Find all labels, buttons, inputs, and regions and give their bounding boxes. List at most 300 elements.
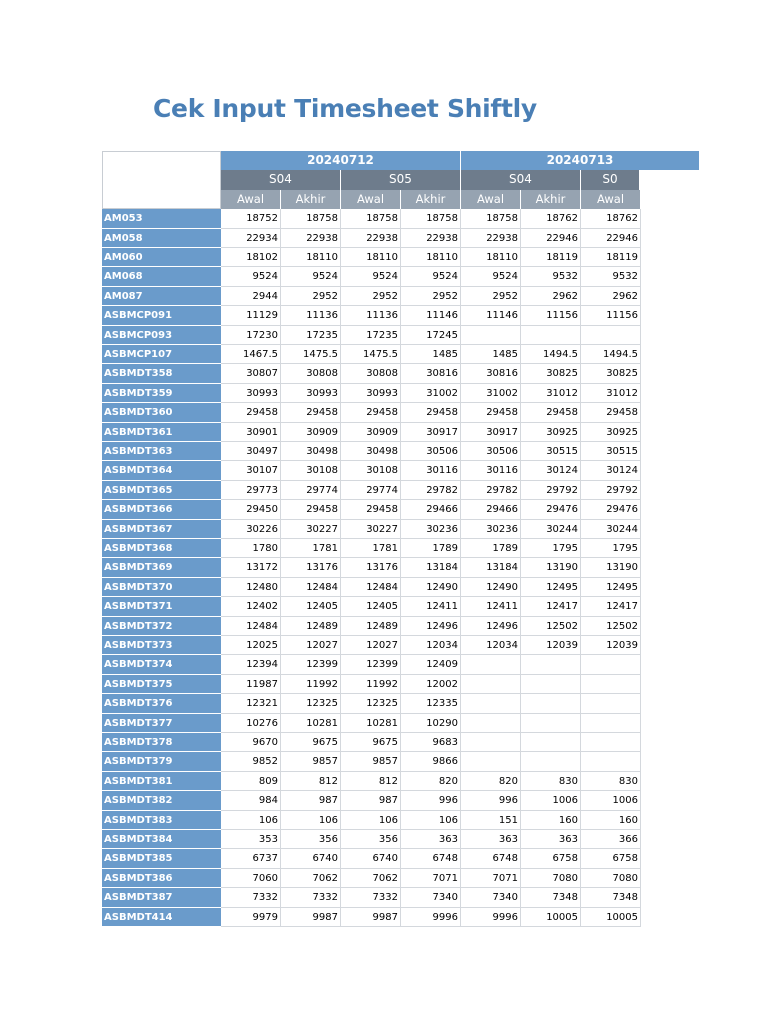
value-cell: 30901 bbox=[221, 423, 281, 442]
row-label: ASBMDT365 bbox=[102, 481, 221, 500]
row-label: ASBMDT370 bbox=[102, 578, 221, 597]
value-cell: 12405 bbox=[341, 597, 401, 616]
value-cell: 13172 bbox=[221, 558, 281, 577]
value-cell: 12027 bbox=[341, 636, 401, 655]
value-cell: 2952 bbox=[281, 287, 341, 306]
value-cell bbox=[461, 694, 521, 713]
value-cell: 29466 bbox=[461, 500, 521, 519]
value-cell: 9524 bbox=[461, 267, 521, 286]
value-cell: 356 bbox=[281, 830, 341, 849]
value-cell: 30993 bbox=[221, 384, 281, 403]
value-cell: 9866 bbox=[401, 752, 461, 771]
value-cell: 2962 bbox=[521, 287, 581, 306]
row-label: ASBMDT363 bbox=[102, 442, 221, 461]
value-cell: 9987 bbox=[341, 908, 401, 927]
table-row bbox=[102, 326, 641, 345]
value-cell: 106 bbox=[401, 811, 461, 830]
value-cell bbox=[521, 752, 581, 771]
value-cell: 30116 bbox=[401, 461, 461, 480]
value-cell: 29458 bbox=[521, 403, 581, 422]
sub-header: Akhir bbox=[521, 190, 581, 209]
value-cell: 9852 bbox=[221, 752, 281, 771]
value-cell: 6748 bbox=[461, 849, 521, 868]
value-cell: 13184 bbox=[461, 558, 521, 577]
table-row bbox=[102, 597, 641, 616]
value-cell: 29774 bbox=[281, 481, 341, 500]
value-cell: 30993 bbox=[341, 384, 401, 403]
row-label: ASBMDT361 bbox=[102, 423, 221, 442]
value-cell: 30108 bbox=[281, 461, 341, 480]
value-cell: 12335 bbox=[401, 694, 461, 713]
value-cell: 1485 bbox=[461, 345, 521, 364]
value-cell: 6758 bbox=[581, 849, 641, 868]
row-label: AM087 bbox=[102, 287, 221, 306]
row-label: ASBMDT374 bbox=[102, 655, 221, 674]
value-cell: 12480 bbox=[221, 578, 281, 597]
value-cell: 7348 bbox=[521, 888, 581, 907]
value-cell: 2952 bbox=[461, 287, 521, 306]
value-cell: 30515 bbox=[581, 442, 641, 461]
table-row bbox=[102, 403, 641, 422]
row-label: ASBMDT372 bbox=[102, 617, 221, 636]
value-cell: 9857 bbox=[341, 752, 401, 771]
value-cell: 30124 bbox=[581, 461, 641, 480]
shift-header: S04 bbox=[221, 170, 341, 189]
sub-header: Awal bbox=[461, 190, 521, 209]
sub-header: Awal bbox=[221, 190, 281, 209]
value-cell: 11987 bbox=[221, 675, 281, 694]
value-cell: 30244 bbox=[581, 520, 641, 539]
table-row bbox=[102, 655, 641, 674]
value-cell: 18762 bbox=[581, 209, 641, 228]
value-cell: 13190 bbox=[581, 558, 641, 577]
value-cell: 17235 bbox=[281, 326, 341, 345]
value-cell: 7060 bbox=[221, 869, 281, 888]
value-cell: 7348 bbox=[581, 888, 641, 907]
value-cell: 31012 bbox=[521, 384, 581, 403]
value-cell: 12399 bbox=[281, 655, 341, 674]
value-cell: 30107 bbox=[221, 461, 281, 480]
value-cell bbox=[461, 655, 521, 674]
value-cell: 12496 bbox=[461, 617, 521, 636]
value-cell: 30808 bbox=[281, 364, 341, 383]
value-cell: 7332 bbox=[281, 888, 341, 907]
value-cell: 996 bbox=[401, 791, 461, 810]
value-cell: 22938 bbox=[461, 229, 521, 248]
shift-header: S0 bbox=[581, 170, 640, 189]
value-cell: 22946 bbox=[581, 229, 641, 248]
value-cell: 12495 bbox=[521, 578, 581, 597]
value-cell bbox=[521, 655, 581, 674]
value-cell: 1795 bbox=[521, 539, 581, 558]
value-cell: 30498 bbox=[341, 442, 401, 461]
row-label: AM068 bbox=[102, 267, 221, 286]
value-cell: 29450 bbox=[221, 500, 281, 519]
table-row bbox=[102, 849, 641, 868]
value-cell: 30116 bbox=[461, 461, 521, 480]
value-cell: 29458 bbox=[581, 403, 641, 422]
value-cell: 7340 bbox=[461, 888, 521, 907]
value-cell: 30506 bbox=[461, 442, 521, 461]
value-cell: 30816 bbox=[461, 364, 521, 383]
value-cell: 12489 bbox=[281, 617, 341, 636]
table-row bbox=[102, 578, 641, 597]
value-cell: 30227 bbox=[341, 520, 401, 539]
table-row bbox=[102, 267, 641, 286]
value-cell: 12495 bbox=[581, 578, 641, 597]
row-label: ASBMDT376 bbox=[102, 694, 221, 713]
value-cell: 7332 bbox=[341, 888, 401, 907]
value-cell: 29458 bbox=[281, 500, 341, 519]
value-cell: 11146 bbox=[401, 306, 461, 325]
value-cell: 12502 bbox=[581, 617, 641, 636]
value-cell: 30816 bbox=[401, 364, 461, 383]
value-cell bbox=[521, 675, 581, 694]
value-cell: 160 bbox=[581, 811, 641, 830]
value-cell: 30993 bbox=[281, 384, 341, 403]
row-label: ASBMDT369 bbox=[102, 558, 221, 577]
value-cell: 830 bbox=[581, 772, 641, 791]
table-row bbox=[102, 791, 641, 810]
date-header: 20240712 bbox=[221, 151, 461, 170]
value-cell: 9683 bbox=[401, 733, 461, 752]
value-cell: 12039 bbox=[581, 636, 641, 655]
value-cell: 12321 bbox=[221, 694, 281, 713]
row-label: ASBMDT371 bbox=[102, 597, 221, 616]
value-cell: 366 bbox=[581, 830, 641, 849]
value-cell: 11136 bbox=[281, 306, 341, 325]
value-cell: 12034 bbox=[461, 636, 521, 655]
value-cell: 9996 bbox=[461, 908, 521, 927]
table-row bbox=[102, 772, 641, 791]
value-cell: 22946 bbox=[521, 229, 581, 248]
value-cell: 12399 bbox=[341, 655, 401, 674]
value-cell: 9979 bbox=[221, 908, 281, 927]
value-cell: 29458 bbox=[341, 403, 401, 422]
value-cell: 7071 bbox=[401, 869, 461, 888]
value-cell: 9532 bbox=[581, 267, 641, 286]
table-row bbox=[102, 500, 641, 519]
value-cell: 7340 bbox=[401, 888, 461, 907]
value-cell: 10281 bbox=[341, 714, 401, 733]
value-cell: 17235 bbox=[341, 326, 401, 345]
value-cell: 31002 bbox=[401, 384, 461, 403]
value-cell: 12496 bbox=[401, 617, 461, 636]
value-cell: 18110 bbox=[461, 248, 521, 267]
row-label: ASBMDT383 bbox=[102, 811, 221, 830]
value-cell: 987 bbox=[281, 791, 341, 810]
value-cell: 30925 bbox=[521, 423, 581, 442]
value-cell: 11992 bbox=[341, 675, 401, 694]
row-label: ASBMDT359 bbox=[102, 384, 221, 403]
table-row bbox=[102, 442, 641, 461]
table-row bbox=[102, 714, 641, 733]
value-cell: 6748 bbox=[401, 849, 461, 868]
row-label: ASBMDT360 bbox=[102, 403, 221, 422]
value-cell: 1494.5 bbox=[521, 345, 581, 364]
table-row bbox=[102, 306, 641, 325]
value-cell: 30925 bbox=[581, 423, 641, 442]
sub-header: Akhir bbox=[281, 190, 341, 209]
value-cell: 2952 bbox=[341, 287, 401, 306]
value-cell: 9524 bbox=[281, 267, 341, 286]
value-cell: 12411 bbox=[461, 597, 521, 616]
value-cell: 6737 bbox=[221, 849, 281, 868]
value-cell: 106 bbox=[221, 811, 281, 830]
value-cell: 18119 bbox=[581, 248, 641, 267]
row-label: AM053 bbox=[102, 209, 221, 228]
value-cell bbox=[581, 326, 641, 345]
table-row bbox=[102, 520, 641, 539]
row-label: AM058 bbox=[102, 229, 221, 248]
value-cell: 17245 bbox=[401, 326, 461, 345]
table-row bbox=[102, 461, 641, 480]
value-cell: 12411 bbox=[401, 597, 461, 616]
value-cell: 2962 bbox=[581, 287, 641, 306]
value-cell: 29458 bbox=[401, 403, 461, 422]
row-label: ASBMDT367 bbox=[102, 520, 221, 539]
row-label: ASBMDT373 bbox=[102, 636, 221, 655]
value-cell: 12490 bbox=[401, 578, 461, 597]
row-label: ASBMDT381 bbox=[102, 772, 221, 791]
value-cell: 106 bbox=[281, 811, 341, 830]
value-cell: 1494.5 bbox=[581, 345, 641, 364]
header-sub-row bbox=[102, 190, 641, 209]
row-label: ASBMDT385 bbox=[102, 849, 221, 868]
value-cell: 7080 bbox=[581, 869, 641, 888]
value-cell: 12325 bbox=[281, 694, 341, 713]
table-row bbox=[102, 888, 641, 907]
value-cell: 12325 bbox=[341, 694, 401, 713]
value-cell: 1475.5 bbox=[341, 345, 401, 364]
value-cell: 18102 bbox=[221, 248, 281, 267]
value-cell: 11129 bbox=[221, 306, 281, 325]
value-cell: 12417 bbox=[521, 597, 581, 616]
value-cell: 12489 bbox=[341, 617, 401, 636]
value-cell: 30227 bbox=[281, 520, 341, 539]
table-row bbox=[102, 384, 641, 403]
value-cell: 6758 bbox=[521, 849, 581, 868]
value-cell: 12002 bbox=[401, 675, 461, 694]
value-cell: 12402 bbox=[221, 597, 281, 616]
table-row bbox=[102, 229, 641, 248]
value-cell: 984 bbox=[221, 791, 281, 810]
value-cell: 1789 bbox=[461, 539, 521, 558]
value-cell: 12409 bbox=[401, 655, 461, 674]
value-cell bbox=[581, 655, 641, 674]
value-cell: 11992 bbox=[281, 675, 341, 694]
value-cell: 12394 bbox=[221, 655, 281, 674]
value-cell: 9524 bbox=[221, 267, 281, 286]
value-cell: 18110 bbox=[341, 248, 401, 267]
row-label: ASBMDT384 bbox=[102, 830, 221, 849]
value-cell: 12034 bbox=[401, 636, 461, 655]
value-cell: 29774 bbox=[341, 481, 401, 500]
table-row bbox=[102, 345, 641, 364]
value-cell: 30909 bbox=[281, 423, 341, 442]
header-date-row bbox=[102, 151, 701, 170]
value-cell: 29773 bbox=[221, 481, 281, 500]
value-cell bbox=[581, 714, 641, 733]
value-cell bbox=[461, 733, 521, 752]
value-cell: 10276 bbox=[221, 714, 281, 733]
table-row bbox=[102, 752, 641, 771]
row-label: ASBMDT358 bbox=[102, 364, 221, 383]
value-cell: 13176 bbox=[341, 558, 401, 577]
value-cell: 7062 bbox=[281, 869, 341, 888]
value-cell: 11156 bbox=[581, 306, 641, 325]
shift-header: S05 bbox=[341, 170, 461, 189]
sub-header: Akhir bbox=[401, 190, 461, 209]
value-cell: 31012 bbox=[581, 384, 641, 403]
table-row bbox=[102, 558, 641, 577]
value-cell: 363 bbox=[461, 830, 521, 849]
value-cell: 1006 bbox=[581, 791, 641, 810]
value-cell: 106 bbox=[341, 811, 401, 830]
table-row bbox=[102, 248, 641, 267]
sub-header: Awal bbox=[341, 190, 401, 209]
value-cell: 9524 bbox=[401, 267, 461, 286]
value-cell: 12484 bbox=[221, 617, 281, 636]
value-cell bbox=[581, 733, 641, 752]
value-cell: 7071 bbox=[461, 869, 521, 888]
value-cell: 987 bbox=[341, 791, 401, 810]
table-row bbox=[102, 209, 641, 228]
table-row bbox=[102, 675, 641, 694]
value-cell: 29458 bbox=[221, 403, 281, 422]
value-cell: 6740 bbox=[341, 849, 401, 868]
value-cell: 29476 bbox=[581, 500, 641, 519]
value-cell: 30226 bbox=[221, 520, 281, 539]
row-label: ASBMDT382 bbox=[102, 791, 221, 810]
value-cell: 18119 bbox=[521, 248, 581, 267]
value-cell: 30808 bbox=[341, 364, 401, 383]
value-cell: 12484 bbox=[341, 578, 401, 597]
row-label: ASBMDT366 bbox=[102, 500, 221, 519]
table-row bbox=[102, 287, 641, 306]
value-cell bbox=[581, 694, 641, 713]
value-cell: 1781 bbox=[281, 539, 341, 558]
value-cell: 812 bbox=[341, 772, 401, 791]
row-label: ASBMCP107 bbox=[102, 345, 221, 364]
table-row bbox=[102, 811, 641, 830]
value-cell: 30825 bbox=[521, 364, 581, 383]
value-cell: 2952 bbox=[401, 287, 461, 306]
value-cell: 30506 bbox=[401, 442, 461, 461]
value-cell: 12484 bbox=[281, 578, 341, 597]
value-cell: 12405 bbox=[281, 597, 341, 616]
value-cell: 2944 bbox=[221, 287, 281, 306]
value-cell: 11146 bbox=[461, 306, 521, 325]
row-label: ASBMDT375 bbox=[102, 675, 221, 694]
value-cell: 30108 bbox=[341, 461, 401, 480]
value-cell: 30917 bbox=[401, 423, 461, 442]
table-row bbox=[102, 364, 641, 383]
value-cell: 18758 bbox=[461, 209, 521, 228]
row-label: AM060 bbox=[102, 248, 221, 267]
value-cell: 18110 bbox=[401, 248, 461, 267]
value-cell: 29466 bbox=[401, 500, 461, 519]
row-label: ASBMDT364 bbox=[102, 461, 221, 480]
value-cell: 6740 bbox=[281, 849, 341, 868]
value-cell bbox=[521, 694, 581, 713]
value-cell: 22938 bbox=[281, 229, 341, 248]
value-cell: 30498 bbox=[281, 442, 341, 461]
value-cell: 30515 bbox=[521, 442, 581, 461]
value-cell: 13176 bbox=[281, 558, 341, 577]
value-cell bbox=[461, 752, 521, 771]
value-cell: 13184 bbox=[401, 558, 461, 577]
date-header: 20240713 bbox=[461, 151, 700, 170]
value-cell: 30917 bbox=[461, 423, 521, 442]
value-cell bbox=[521, 326, 581, 345]
value-cell: 1781 bbox=[341, 539, 401, 558]
value-cell: 30497 bbox=[221, 442, 281, 461]
value-cell: 10005 bbox=[521, 908, 581, 927]
value-cell: 22938 bbox=[401, 229, 461, 248]
value-cell: 30244 bbox=[521, 520, 581, 539]
value-cell: 18110 bbox=[281, 248, 341, 267]
value-cell: 9996 bbox=[401, 908, 461, 927]
value-cell: 10281 bbox=[281, 714, 341, 733]
value-cell: 18758 bbox=[401, 209, 461, 228]
table-row bbox=[102, 481, 641, 500]
value-cell: 830 bbox=[521, 772, 581, 791]
row-label: ASBMDT377 bbox=[102, 714, 221, 733]
row-label: ASBMDT387 bbox=[102, 888, 221, 907]
value-cell: 18762 bbox=[521, 209, 581, 228]
value-cell: 10005 bbox=[581, 908, 641, 927]
value-cell: 12027 bbox=[281, 636, 341, 655]
page-title: Cek Input Timesheet Shiftly bbox=[153, 94, 537, 123]
value-cell: 30236 bbox=[461, 520, 521, 539]
shift-header: S04 bbox=[461, 170, 581, 189]
value-cell: 9987 bbox=[281, 908, 341, 927]
value-cell: 18752 bbox=[221, 209, 281, 228]
value-cell: 30909 bbox=[341, 423, 401, 442]
value-cell: 29458 bbox=[341, 500, 401, 519]
value-cell: 17230 bbox=[221, 326, 281, 345]
value-cell: 996 bbox=[461, 791, 521, 810]
value-cell: 30807 bbox=[221, 364, 281, 383]
value-cell: 30236 bbox=[401, 520, 461, 539]
value-cell: 9532 bbox=[521, 267, 581, 286]
value-cell bbox=[461, 675, 521, 694]
value-cell: 809 bbox=[221, 772, 281, 791]
value-cell bbox=[521, 733, 581, 752]
value-cell: 9675 bbox=[281, 733, 341, 752]
table-row bbox=[102, 733, 641, 752]
value-cell: 9670 bbox=[221, 733, 281, 752]
value-cell: 12025 bbox=[221, 636, 281, 655]
value-cell bbox=[461, 326, 521, 345]
value-cell: 11136 bbox=[341, 306, 401, 325]
row-label: ASBMCP093 bbox=[102, 326, 221, 345]
value-cell: 820 bbox=[401, 772, 461, 791]
value-cell: 22938 bbox=[341, 229, 401, 248]
row-label: ASBMDT378 bbox=[102, 733, 221, 752]
value-cell: 1006 bbox=[521, 791, 581, 810]
value-cell: 1795 bbox=[581, 539, 641, 558]
value-cell: 820 bbox=[461, 772, 521, 791]
table-row bbox=[102, 636, 641, 655]
value-cell: 29792 bbox=[581, 481, 641, 500]
value-cell: 29476 bbox=[521, 500, 581, 519]
value-cell bbox=[581, 752, 641, 771]
value-cell: 9524 bbox=[341, 267, 401, 286]
row-label: ASBMDT414 bbox=[102, 908, 221, 927]
value-cell: 18758 bbox=[341, 209, 401, 228]
